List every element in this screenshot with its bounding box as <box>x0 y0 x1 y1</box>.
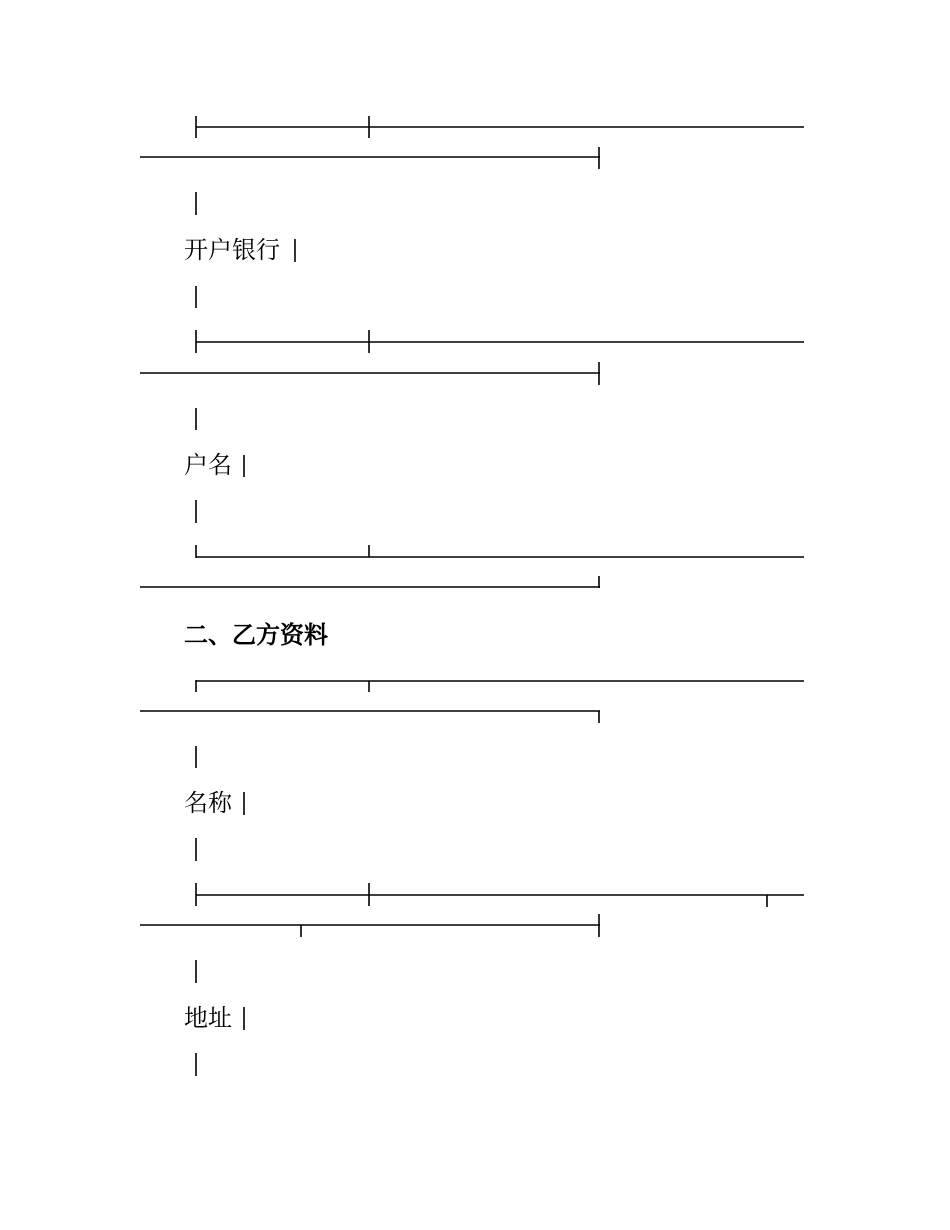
bank-label: 开户银行 <box>184 236 280 264</box>
account-name-label: 户名 <box>184 451 232 479</box>
address-label: 地址 <box>184 1004 232 1032</box>
table-border-top-party-b <box>140 680 804 861</box>
party-b-heading: 二、乙方资料 <box>184 620 328 649</box>
table-border-row-party-b <box>140 883 804 1076</box>
name-label: 名称 <box>184 789 232 817</box>
table-border-row-2 <box>140 330 804 523</box>
table-border-bottom <box>140 545 804 588</box>
table-border-row-1 <box>140 116 804 308</box>
